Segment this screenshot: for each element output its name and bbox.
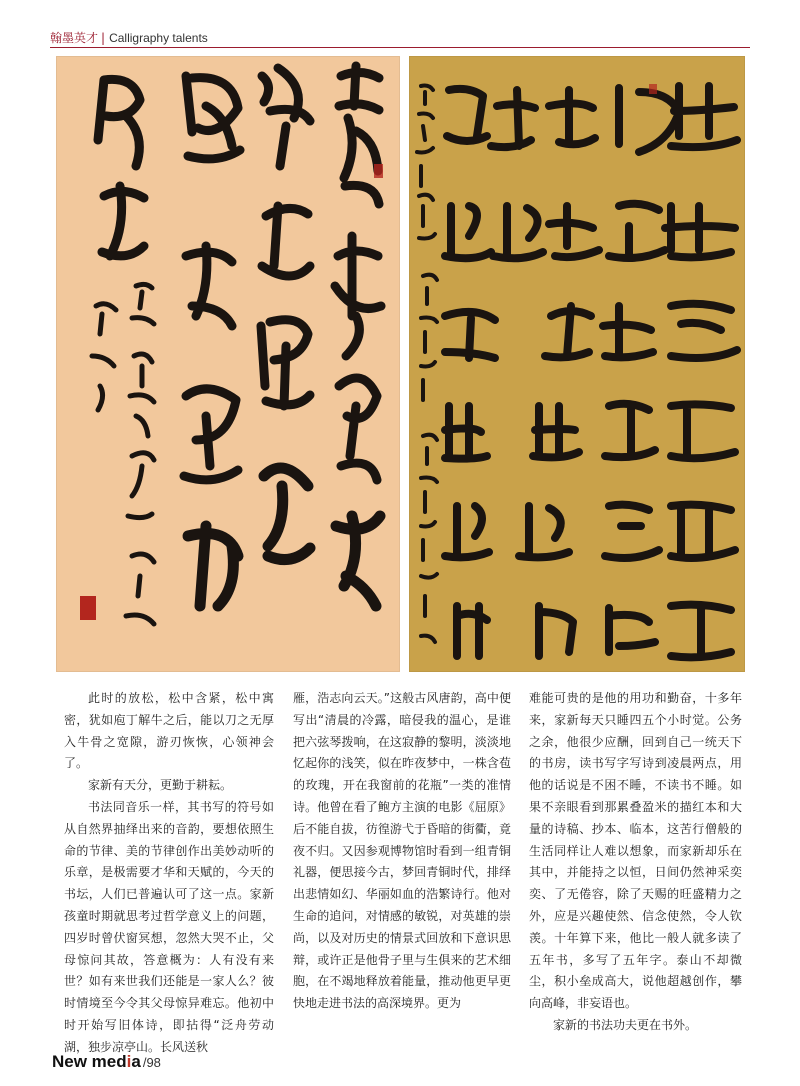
header-separator: | [101,31,106,45]
left-calligraphy-strokes [56,56,400,672]
section-title-en: Calligraphy talents [109,31,208,45]
article-column-3 [529,688,742,1037]
article-paragraph: 雁，浩志向云天。”这般古风唐韵，高中便写出“清晨的冷露，暗侵我的温心，是谁把六弦琴拨响，在这寂静的黎明，淡淡地忆起你的浅笑，似在昨夜梦中，一株含苞的玫瑰，开在我窗前的花瓶”一类的准情诗。他曾在看了鲍方主演的电影《屈原》后不能自拔，彷徨游弋于昏暗的街衢，竟夜不归。又因参观博物馆时看到一组青铜礼器，便思接今古，梦回青铜时代，排绎出悲情如幻、华丽如血的浩繁诗行。他对生命的追问，对情感的敏锐，对英雄的崇尚，以及对历史的情景式回放和下意识思辩，或许正是他骨子里与生俱来的艺术细胞，在不竭地释放着能量，推动他更早更快地走进书法的高深境界。更为 [293,691,511,1011]
article-paragraph: 此时的放松，松中含紧，松中寓密，犹如庖丁解牛之后，能以刀之无厚入牛骨之宽隙，游刃恢恢，心领神会了。 [64,691,274,771]
red-seal-stamp-small [374,164,383,178]
article-column-1 [64,688,274,1059]
page-number: /98 [142,1055,161,1070]
section-header [50,28,750,48]
magazine-brand [52,1052,141,1071]
brush-inscription-right [417,86,437,643]
red-seal-stamp [80,596,96,620]
right-calligraphy-scroll [409,56,745,672]
article-paragraph: 难能可贵的是他的用功和勤奋，十多年来，家新每天只睡四五个小时觉。公务之余，他很少应酬，回到自己一统天下的书房，读书写字写诗到凌晨两点，用他的话说是不困不睡，不读书不睡。如果不亲眼看到那累叠盈米的描红本和大量的诗稿、抄本、临本，这苦行僧般的生活同样让人难以想象，而家新却乐在其中，并能持之以恒，日间仍然神采奕奕、了无倦容，除了天赐的旺盛精力之外，应是兴趣使然、信念使然，令人钦羡。十年算下来，他比一般人就多读了五年书，多写了五年字。泰山不却微尘，积小垒成高大，说他超越创作，攀向高峰，非妄语也。 [529,691,742,1011]
page-footer [52,1052,161,1076]
article-paragraph: 家新有天分，更勤于耕耘。 [88,778,233,793]
brush-column-3 [184,76,240,606]
left-calligraphy-scroll [56,56,400,672]
red-seal-stamp-right [649,84,657,94]
brand-text-accent: i [126,1052,132,1071]
brush-inscription [92,284,154,624]
right-calligraphy-strokes [409,56,745,672]
clerical-script-grid [445,86,737,657]
header-rule [50,47,750,48]
article-paragraph: 家新的书法功夫更在书外。 [553,1017,698,1032]
article-column-2 [293,688,511,1015]
article-paragraph: 书法同音乐一样，其书写的符号如从自然界抽绎出来的音韵，要想依照生命的节律、美的节律创作出美妙动听的乐章，是极需要才华和天赋的，今天的书坛，人们已普遍认可了这一点。家新孩童时期就思考过哲学意义上的问题，四岁时曾伏窗冥想，忽然大哭不止，父母惊问其故，答意概为：人有没有来世？如有来世我们还能是一家人么？彼时情境至今令其父母惊异难忘。他初中时开始写旧体诗，即拈得“泛舟劳动湖，独步凉亭山。长风送秋 [64,799,274,1054]
brush-column-1 [335,66,381,606]
section-title-cn: 翰墨英才 [50,31,99,45]
brand-text-start: New med [52,1052,127,1071]
brush-column-4 [98,79,144,256]
brush-column-2 [261,68,310,560]
brand-text-end: a [131,1052,141,1071]
